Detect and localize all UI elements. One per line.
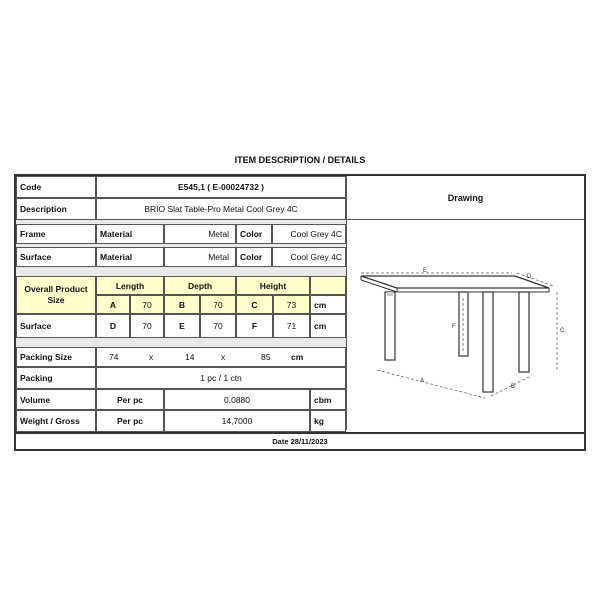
unit-header	[310, 276, 346, 295]
drawing-label-e: E	[423, 268, 428, 274]
packing-x-sep: x	[221, 352, 226, 362]
packing-size-cell	[96, 347, 346, 367]
volume-label: Volume	[16, 389, 96, 410]
dim-a-value: 70	[130, 295, 164, 314]
surface-material-value: Metal	[164, 247, 236, 267]
volume-value: 0,0880	[164, 389, 310, 410]
date-footer: Date 28/11/2023	[16, 432, 584, 449]
frame-color-value: Cool Grey 4C	[272, 224, 346, 244]
drawing-header: Drawing	[346, 176, 584, 220]
surface-label: Surface	[16, 247, 96, 267]
dim-e-label: E	[164, 314, 200, 338]
dim-c-value: 73	[273, 295, 310, 314]
surface-material-label: Material	[96, 247, 164, 267]
drawing-label-a: A	[420, 378, 425, 384]
dim-b-value: 70	[200, 295, 236, 314]
packing-size-label: Packing Size	[16, 347, 96, 367]
dim-d-value: 70	[130, 314, 164, 338]
table-legs	[385, 292, 529, 392]
weight-value: 14,7000	[164, 410, 310, 432]
packing-width: 14	[185, 352, 195, 362]
dim-d-label: D	[96, 314, 130, 338]
weight-label: Weight / Gross	[16, 410, 96, 432]
table-drawing	[347, 220, 583, 430]
height-header: Height	[236, 276, 310, 295]
volume-unit: cbm	[310, 389, 346, 410]
drawing-area	[346, 220, 584, 430]
description-value: BRIO Slat Table-Pro Metal Cool Grey 4C	[96, 198, 346, 220]
drawing-label-c: C	[560, 328, 565, 334]
dim-f-value: 71	[273, 314, 310, 338]
surface-dims-unit: cm	[310, 314, 346, 338]
packing-x-sep: x	[149, 352, 154, 362]
packing-label: Packing	[16, 367, 96, 389]
dim-b-label: B	[164, 295, 200, 314]
separator	[16, 267, 346, 276]
table-top-surface	[361, 276, 549, 288]
surface-color-value: Cool Grey 4C	[272, 247, 346, 267]
frame-material-value: Metal	[164, 224, 236, 244]
packing-value: 1 pc / 1 ctn	[96, 367, 346, 389]
separator	[16, 338, 346, 347]
packing-height: 85	[261, 352, 271, 362]
code-value: E545,1 ( E-00024732 )	[96, 176, 346, 198]
overall-size-label: Overall Product Size	[16, 276, 96, 314]
surface-dims-label: Surface	[16, 314, 96, 338]
page-title: ITEM DESCRIPTION / DETAILS	[234, 155, 366, 165]
dim-e-value: 70	[200, 314, 236, 338]
weight-per: Per pc	[96, 410, 164, 432]
packing-length: 74	[109, 352, 119, 362]
item-details-table	[14, 174, 586, 451]
frame-material-label: Material	[96, 224, 164, 244]
frame-color-label: Color	[236, 224, 272, 244]
depth-header: Depth	[164, 276, 236, 295]
length-header: Length	[96, 276, 164, 295]
overall-unit: cm	[310, 295, 346, 314]
drawing-label-f: F	[452, 324, 456, 330]
dim-c-label: C	[236, 295, 273, 314]
description-label: Description	[16, 198, 96, 220]
surface-color-label: Color	[236, 247, 272, 267]
dim-f-label: F	[236, 314, 273, 338]
weight-unit: kg	[310, 410, 346, 432]
drawing-label-b: B	[511, 384, 516, 390]
dim-a-label: A	[96, 295, 130, 314]
code-label: Code	[16, 176, 96, 198]
frame-label: Frame	[16, 224, 96, 244]
drawing-label-d: D	[527, 274, 532, 280]
packing-unit: cm	[291, 352, 304, 362]
volume-per: Per pc	[96, 389, 164, 410]
